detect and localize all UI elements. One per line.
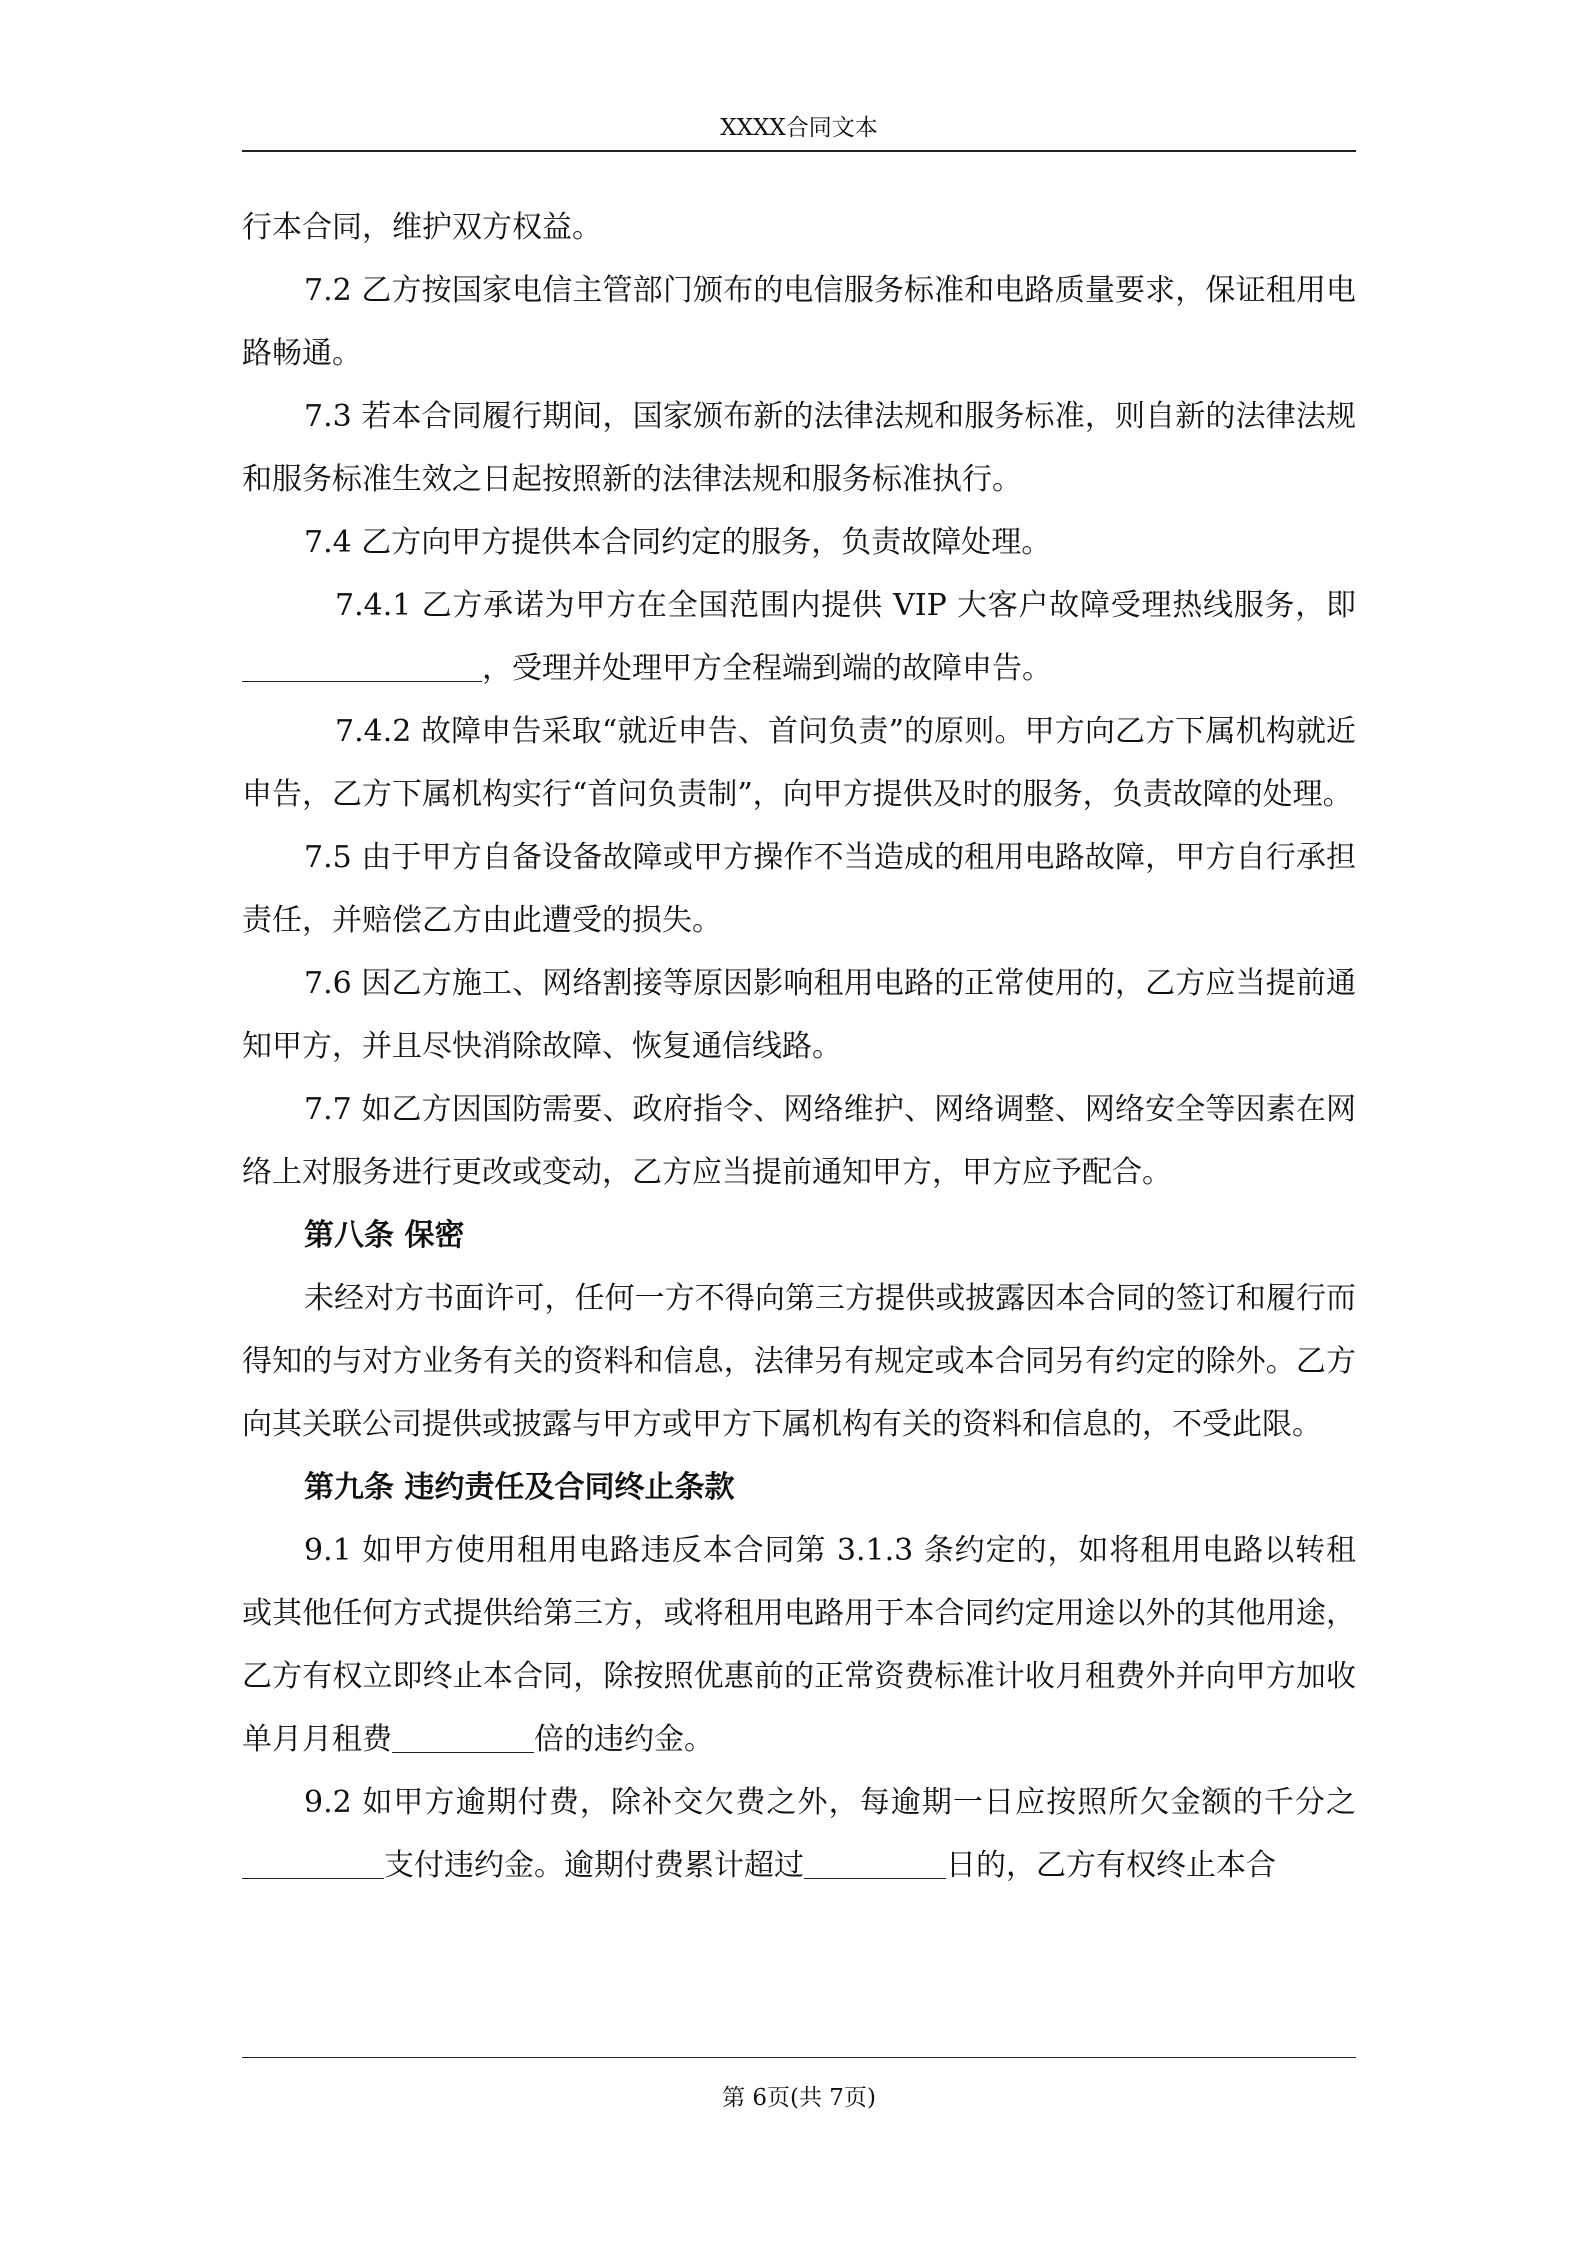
article-9-heading: 第九条 违约责任及合同终止条款 [304, 1470, 735, 1505]
document-header-title: XXXX合同文本 [720, 115, 878, 141]
clause-9-1-text-b: 倍的违约金。 [534, 1722, 714, 1757]
clause-9-2-text-b: 支付违约金。逾期付费累计超过 [384, 1848, 804, 1883]
clause-9-2-text-a: 9.2 如甲方逾期付费，除补交欠费之外，每逾期一日应按照所欠金额的千分之 [304, 1785, 1356, 1820]
clause-7-2: 7.2 乙方按国家电信主管部门颁布的电信服务标准和电路质量要求，保证租用电路畅通。 [242, 273, 1356, 371]
fill-blank-penalty-rate[interactable] [242, 1848, 384, 1879]
clause-7-4-2: 7.4.2 故障申告采取“就近申告、首问负责”的原则。甲方向乙方下属机构就近申告，乙方下属机构实行“首问负责制”，向甲方提供及时的服务，负责故障的处理。 [242, 714, 1356, 812]
article-8-text: 未经对方书面许可，任何一方不得向第三方提供或披露因本合同的签订和履行而得知的与对方业务有关的资料和信息，法律另有规定或本合同另有约定的除外。乙方向其关联公司提供或披露与甲方或甲方下属机构有关的资料和信息的，不受此限。 [242, 1281, 1356, 1442]
clause-7-5: 7.5 由于甲方自备设备故障或甲方操作不当造成的租用电路故障，甲方自行承担责任，并赔偿乙方由此遭受的损失。 [242, 840, 1356, 938]
fill-blank-overdue-days[interactable] [804, 1848, 946, 1879]
clause-9-2-text-c: 日的，乙方有权终止本合 [946, 1848, 1276, 1883]
document-body [242, 196, 1356, 1897]
fill-blank-hotline[interactable] [242, 651, 482, 682]
article-8-heading: 第八条 保密 [304, 1218, 465, 1253]
clause-7-4-1-text-a: 7.4.1 乙方承诺为甲方在全国范围内提供 VIP 大客户故障受理热线服务，即 [335, 588, 1356, 623]
clause-9-1-text-a: 9.1 如甲方使用租用电路违反本合同第 3.1.3 条约定的，如将租用电路以转租或其他任何方式提供给第三方，或将租用电路用于本合同约定用途以外的其他用途，乙方有权立即终止本合同，除按照优惠前的正常资费标准计收月租费外并向甲方加收单月月租费 [242, 1533, 1356, 1757]
clause-7-3: 7.3 若本合同履行期间，国家颁布新的法律法规和服务标准，则自新的法律法规和服务标准生效之日起按照新的法律法规和服务标准执行。 [242, 399, 1356, 497]
clause-9-2 [242, 1771, 1356, 1897]
clause-9-1 [242, 1519, 1356, 1771]
page-number: 第 6页(共 7页) [722, 2085, 876, 2111]
fill-blank-penalty-multiple[interactable] [392, 1722, 534, 1753]
paragraph-continuation: 行本合同，维护双方权益。 [242, 210, 602, 245]
clause-7-4-1-text-b: ，受理并处理甲方全程端到端的故障申告。 [482, 651, 1052, 686]
footer-divider [242, 2057, 1356, 2058]
clause-7-4-1 [242, 574, 1356, 700]
clause-7-4: 7.4 乙方向甲方提供本合同约定的服务，负责故障处理。 [304, 525, 1052, 560]
clause-7-6: 7.6 因乙方施工、网络割接等原因影响租用电路的正常使用的，乙方应当提前通知甲方，并且尽快消除故障、恢复通信线路。 [242, 966, 1356, 1064]
clause-7-7: 7.7 如乙方因国防需要、政府指令、网络维护、网络调整、网络安全等因素在网络上对服务进行更改或变动，乙方应当提前通知甲方，甲方应予配合。 [242, 1092, 1356, 1190]
header-divider [242, 150, 1356, 152]
